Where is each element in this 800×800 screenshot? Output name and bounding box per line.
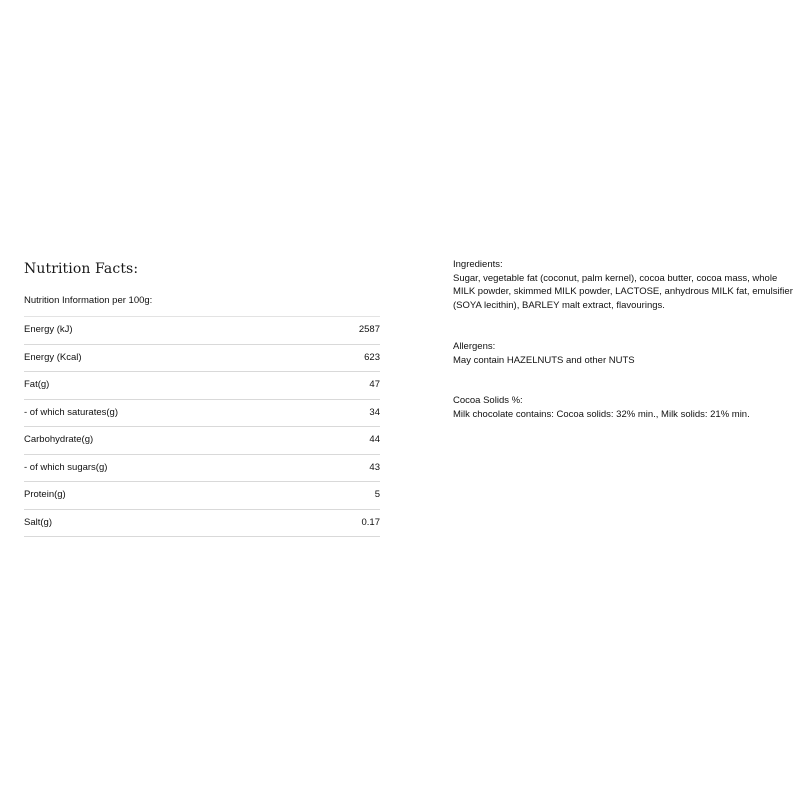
table-row [24, 372, 380, 400]
nutrient-label: Salt(g) [24, 509, 315, 537]
cocoa-solids-section [453, 394, 798, 421]
table-row [24, 427, 380, 455]
nutrient-label: Energy (kJ) [24, 317, 315, 344]
table-row [24, 509, 380, 537]
ingredients-section [453, 258, 798, 313]
nutrient-label: Fat(g) [24, 372, 315, 400]
product-info-panel [453, 258, 798, 422]
table-row [24, 317, 380, 344]
nutrient-label: Carbohydrate(g) [24, 427, 315, 455]
nutrient-value: 34 [315, 399, 380, 427]
cocoa-solids-heading: Cocoa Solids %: [453, 395, 523, 407]
allergens-text: May contain HAZELNUTS and other NUTS [453, 354, 635, 366]
nutrition-facts-panel [24, 258, 380, 537]
nutrient-value: 2587 [315, 317, 380, 344]
nutrient-value: 5 [315, 482, 380, 510]
nutrient-value: 0.17 [315, 509, 380, 537]
nutrition-title: Nutrition Facts: [24, 261, 139, 277]
nutrient-value: 43 [315, 454, 380, 482]
nutrient-label: - of which sugars(g) [24, 454, 315, 482]
cocoa-solids-text: Milk chocolate contains: Cocoa solids: 32% min., Milk solids: 21% min. [453, 408, 750, 420]
allergens-section [453, 340, 798, 367]
table-row [24, 482, 380, 510]
allergens-heading: Allergens: [453, 340, 496, 352]
nutrient-value: 47 [315, 372, 380, 400]
table-row [24, 399, 380, 427]
nutrient-label: Protein(g) [24, 482, 315, 510]
nutrient-value: 44 [315, 427, 380, 455]
nutrition-table [24, 317, 380, 537]
nutrient-label: - of which saturates(g) [24, 399, 315, 427]
ingredients-heading: Ingredients: [453, 259, 503, 270]
nutrient-value: 623 [315, 344, 380, 372]
nutrition-subtitle: Nutrition Information per 100g: [24, 294, 380, 317]
table-row [24, 344, 380, 372]
ingredients-text: Sugar, vegetable fat (coconut, palm kernel), cocoa butter, cocoa mass, whole MILK powder, skimmed MILK powder, LACTOSE, anhydrous MILK fat, emulsifier (SOYA lecithin), BARLEY malt extract, flavourings. [453, 272, 793, 312]
table-row [24, 454, 380, 482]
nutrient-label: Energy (Kcal) [24, 344, 315, 372]
